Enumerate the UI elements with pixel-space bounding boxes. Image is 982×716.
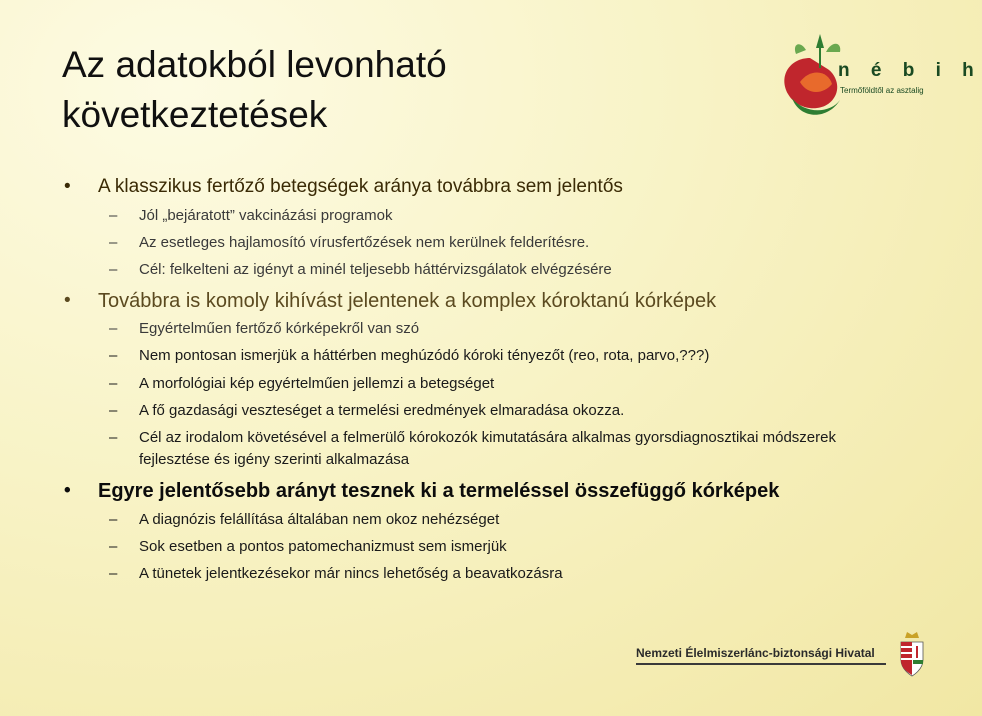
list-item: – A morfológiai kép egyértelműen jellemzi a betegséget <box>109 375 495 392</box>
dash-icon: – <box>109 565 118 582</box>
section-3-heading: • Egyre jelentősebb arányt tesznek ki a termeléssel összefüggő kórképek <box>64 480 780 502</box>
dash-icon: – <box>109 375 118 392</box>
dash-icon: – <box>109 429 118 446</box>
section-2-heading: • Továbbra is komoly kihívást jelentenek a komplex kóroktanú kórképek <box>64 290 717 312</box>
bullet-icon: • <box>64 480 71 501</box>
logo-name: n é b i h <box>838 60 982 81</box>
list-item: – Cél: felkelteni az igényt a minél teljesebb háttérvizsgálatok elvégzésére <box>109 261 612 278</box>
list-item: – A fő gazdasági veszteséget a termelési eredmények elmaradása okozza. <box>109 402 625 419</box>
dash-icon: – <box>109 207 118 224</box>
list-item: – Egyértelműen fertőző kórképekről van szó <box>109 320 420 337</box>
list-item: – Cél az irodalom követésével a felmerülő kórokozók kimutatására alkalmas gyorsdiagnosztikai módszerek fejlesztése és igény szerinti alkalmazása <box>109 429 836 468</box>
list-item: – A diagnózis felállítása általában nem okoz nehézséget <box>109 511 500 528</box>
dash-icon: – <box>109 402 118 419</box>
footer-divider <box>636 663 886 665</box>
title-line-2: következtetések <box>62 94 328 135</box>
list-item: – Jól „bejáratott” vakcinázási programok <box>109 207 393 224</box>
list-item: – A tünetek jelentkezésekor már nincs lehetőség a beavatkozásra <box>109 565 563 582</box>
dash-icon: – <box>109 538 118 555</box>
logo-tagline: Termőföldtől az asztalig <box>840 86 924 95</box>
section-1-heading: • A klasszikus fertőző betegségek aránya továbbra sem jelentős <box>64 176 623 197</box>
list-item: – Nem pontosan ismerjük a háttérben meghúzódó kóroki tényezőt (reo, rota, parvo,???) <box>109 347 710 364</box>
list-item: – Sok esetben a pontos patomechanizmust sem ismerjük <box>109 538 507 555</box>
dash-icon: – <box>109 261 118 278</box>
footer-organization: Nemzeti Élelmiszerlánc-biztonsági Hivatal <box>636 646 875 660</box>
title-line-1: Az adatokból levonható <box>62 44 447 85</box>
dash-icon: – <box>109 320 118 337</box>
list-item: – Az esetleges hajlamosító vírusfertőzések nem kerülnek felderítésre. <box>109 234 590 251</box>
page-title <box>62 40 447 140</box>
bullet-icon: • <box>64 290 71 311</box>
bullet-icon: • <box>64 176 71 197</box>
coat-of-arms-icon <box>897 628 927 678</box>
dash-icon: – <box>109 347 118 364</box>
dash-icon: – <box>109 511 118 528</box>
dash-icon: – <box>109 234 118 251</box>
